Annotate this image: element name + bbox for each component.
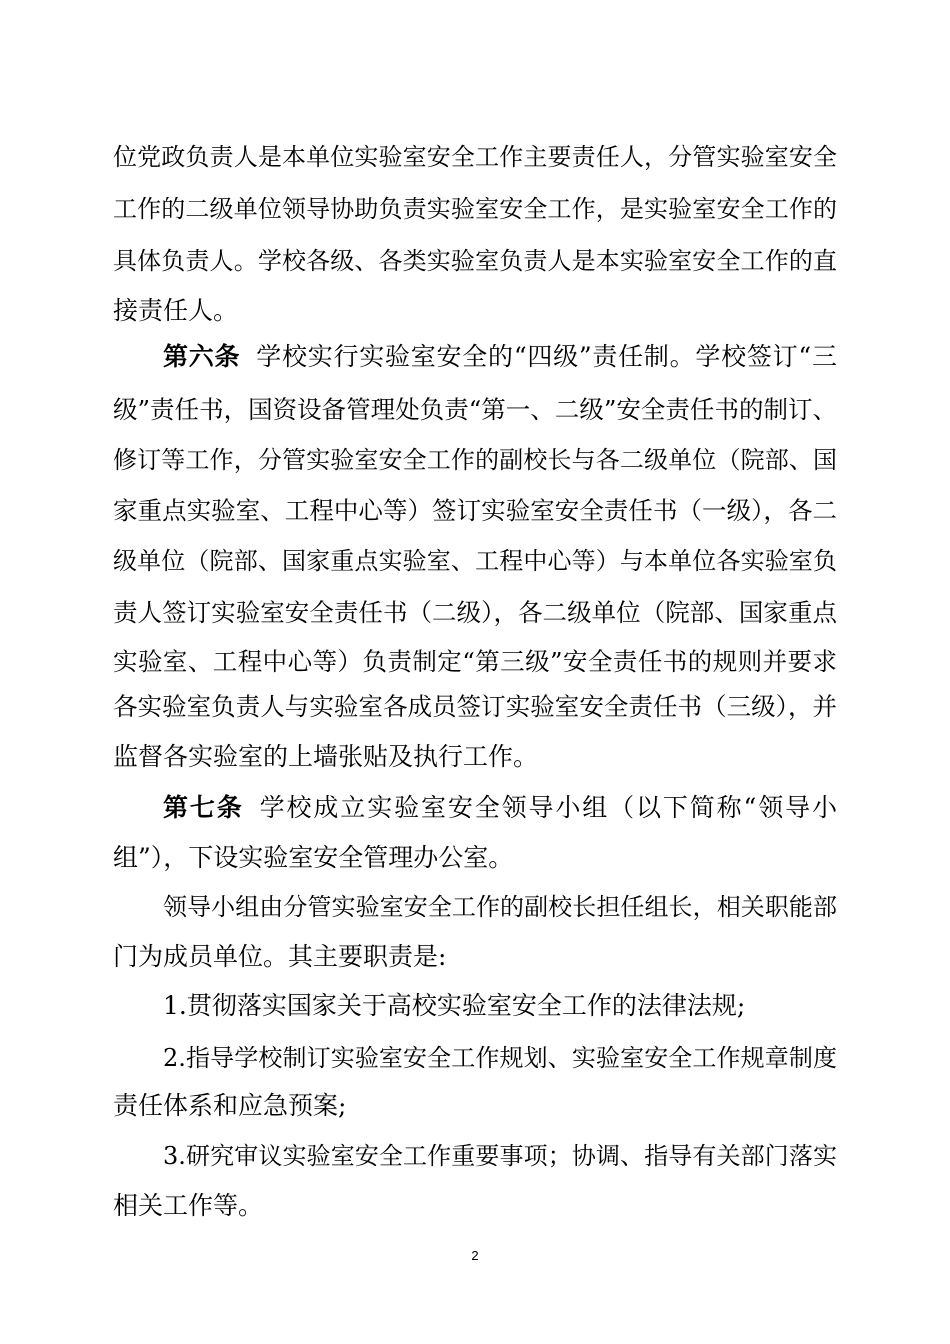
text-line: 位党政负责人是本单位实验室安全工作主要责任人，分管实验室安全 <box>113 143 837 171</box>
text-line: 具体负责人。学校各级、各类实验室负责人是本实验室安全工作的直 <box>113 247 837 275</box>
article-heading: 第七条 <box>163 793 244 822</box>
text-line: 责任体系和应急预案; <box>113 1091 347 1120</box>
list-item: 1.贯彻落实国家关于高校实验室安全工作的法律法规; <box>163 991 746 1020</box>
text-line: 工作的二级单位领导协助负责实验室安全工作，是实验室安全工作的 <box>113 195 837 223</box>
article-line: 第七条 学校成立实验室安全领导小组（以下简称“领导小 <box>163 793 837 822</box>
text-line: 门为成员单位。其主要职责是: <box>113 942 447 971</box>
text-line: 级”责任书，国资设备管理处负责“第一、二级”安全责任书的制订、 <box>113 395 837 424</box>
list-item: 3.研究审议实验室安全工作重要事项；协调、指导有关部门落实 <box>163 1142 837 1170</box>
text-line: 级单位（院部、国家重点实验室、工程中心等）与本单位各实验室负 <box>113 547 837 575</box>
text-line: 实验室、工程中心等）负责制定“第三级”安全责任书的规则并要求 <box>113 647 837 676</box>
text-line: 责人签订实验室安全责任书（二级），各二级单位（院部、国家重点 <box>113 598 837 627</box>
text-line: 家重点实验室、工程中心等）签订实验室安全责任书（一级），各二 <box>113 496 837 525</box>
text-line: 相关工作等。 <box>113 1191 264 1220</box>
article-line: 第六条 学校实行实验室安全的“四级”责任制。学校签订“三 <box>163 342 837 371</box>
article-heading: 第六条 <box>163 342 241 371</box>
text-line: 监督各实验室的上墙张贴及执行工作。 <box>113 742 539 771</box>
list-item: 2.指导学校制订实验室安全工作规划、实验室安全工作规章制度 <box>163 1044 837 1072</box>
text-line: 领导小组由分管实验室安全工作的副校长担任组长，相关职能部 <box>163 893 837 921</box>
page-number: 2 <box>471 1248 479 1263</box>
text-line: 接责任人。 <box>113 296 239 325</box>
text-line: 各实验室负责人与实验室各成员签订实验室安全责任书（三级），并 <box>113 692 837 721</box>
text-line: 组”），下设实验室安全管理办公室。 <box>113 843 514 872</box>
text-line: 修订等工作，分管实验室安全工作的副校长与各二级单位（院部、国 <box>113 446 837 474</box>
